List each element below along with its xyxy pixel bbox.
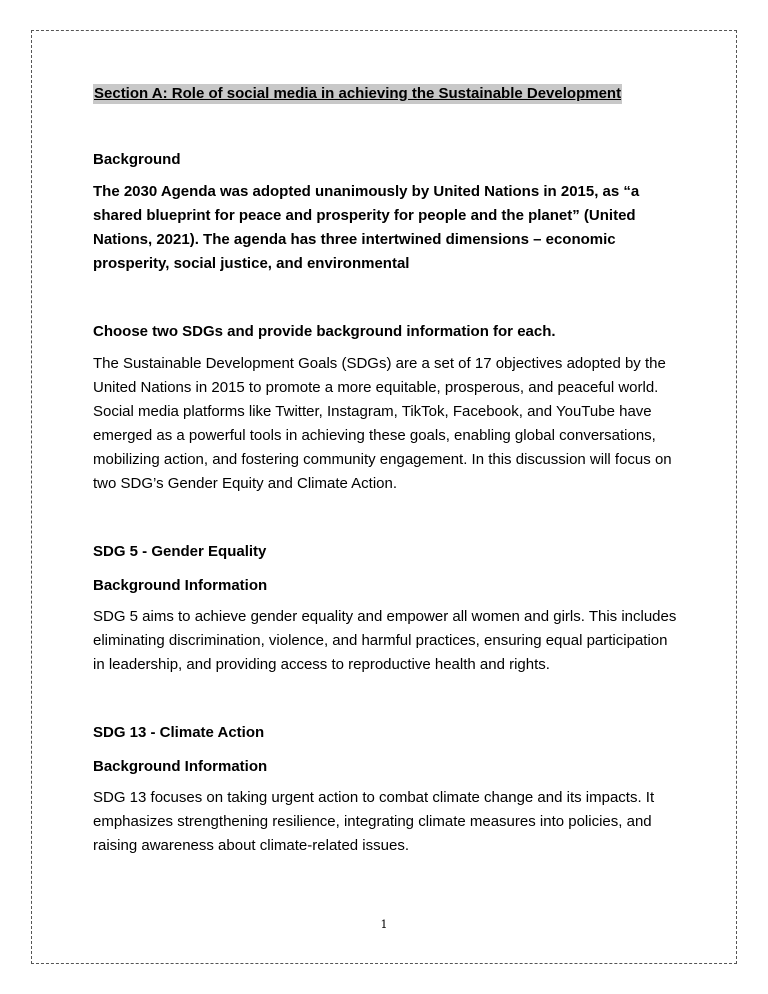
background-heading: Background [93,151,181,168]
sdg5-heading: SDG 5 - Gender Equality [93,543,267,560]
sdg13-heading: SDG 13 - Climate Action [93,724,265,741]
section-heading: Section A: Role of social media in achieving the Sustainable Development [94,85,622,102]
choose-sdgs-heading: Choose two SDGs and provide background information for each. [93,323,556,340]
document-body [93,84,683,858]
sdg13-paragraph: SDG 13 focuses on taking urgent action to combat climate change and its impacts. It emphasizes strengthening resilience, integrating climate measures into policies, and raising awareness about climate-related issues. [93,789,655,854]
page-number: 1 [380,918,388,931]
choose-sdgs-paragraph: The Sustainable Development Goals (SDGs) are a set of 17 objectives adopted by the United Nations in 2015 to promote a more equitable, prosperous, and peaceful world. Social media platforms like Twitter, Instagram, TikTok, Facebook, and YouTube have emerged as a powerful tools in achieving these goals, enabling global conversations, mobilizing action, and fostering community engagement. In this discussion will focus on two SDG’s Gender Equity and Climate Action. [93,355,672,492]
background-paragraph: The 2030 Agenda was adopted unanimously by United Nations in 2015, as “a shared blueprint for peace and prosperity for people and the planet” (United Nations, 2021). The agenda has three intertwined dimensions – economic prosperity, social justice, and environmental [93,183,640,272]
sdg13-subheading: Background Information [93,758,268,775]
sdg5-subheading: Background Information [93,577,268,594]
sdg5-paragraph: SDG 5 aims to achieve gender equality and empower all women and girls. This includes eliminating discrimination, violence, and harmful practices, ensuring equal participation in leadership, and providing access to reproductive health and rights. [93,608,677,673]
